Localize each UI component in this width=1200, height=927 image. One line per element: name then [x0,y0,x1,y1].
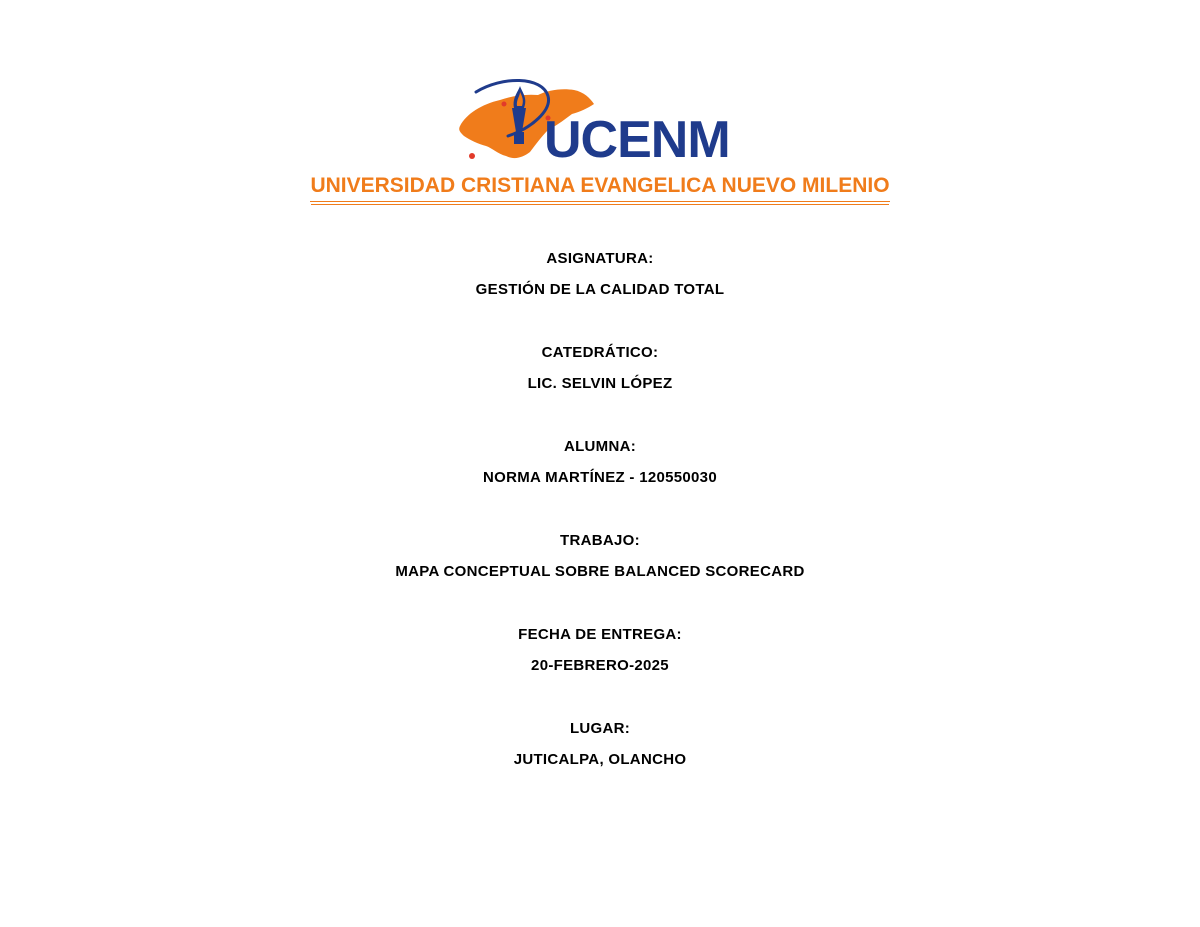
field-value: NORMA MARTÍNEZ - 120550030 [483,469,717,486]
field-label: CATEDRÁTICO: [541,344,659,361]
logo-wordmark: UCENM [544,111,730,169]
field-fecha-entrega [0,619,1200,713]
field-label: TRABAJO: [560,532,640,549]
field-label: ALUMNA: [563,438,637,455]
field-value: MAPA CONCEPTUAL SOBRE BALANCED SCORECARD [395,563,805,580]
field-label: FECHA DE ENTREGA: [518,626,682,643]
field-alumna [0,431,1200,525]
field-trabajo [0,525,1200,619]
field-value: 20-FEBRERO-2025 [531,657,669,674]
field-value: GESTIÓN DE LA CALIDAD TOTAL [475,281,725,298]
field-value: LIC. SELVIN LÓPEZ [527,375,673,392]
ucenm-logo [452,74,752,174]
field-label: ASIGNATURA: [546,250,654,267]
field-asignatura [0,243,1200,337]
cover-info [0,243,1200,807]
field-label: LUGAR: [569,720,631,737]
field-lugar [0,713,1200,807]
university-name [0,172,1200,202]
field-value: JUTICALPA, OLANCHO [513,751,687,768]
field-catedratico [0,337,1200,431]
university-name-text: UNIVERSIDAD CRISTIANA EVANGELICA NUEVO MILENIO [310,172,889,202]
